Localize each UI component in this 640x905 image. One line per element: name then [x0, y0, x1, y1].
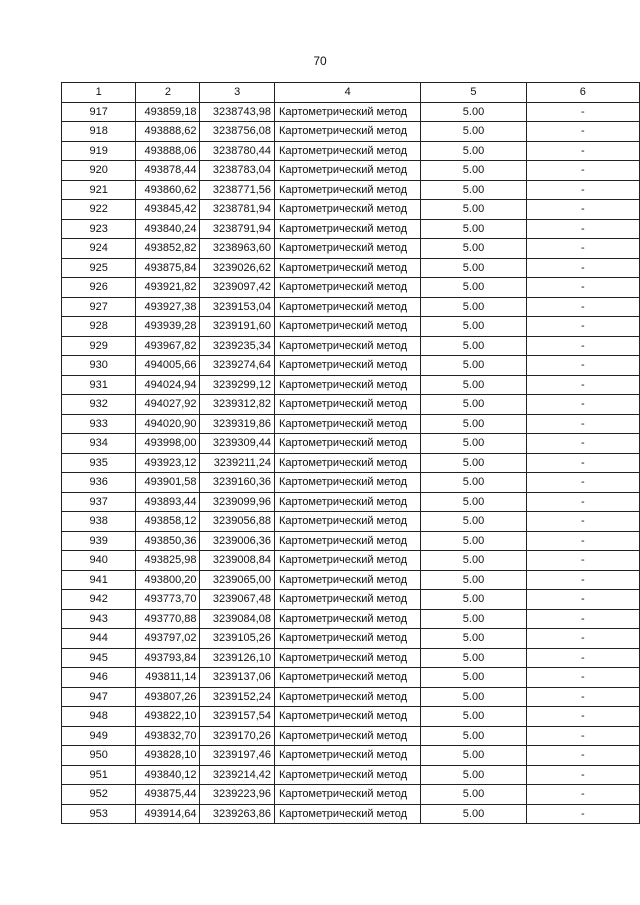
note-cell: - — [526, 356, 639, 376]
method-cell: Картометрический метод — [275, 161, 421, 181]
note-cell: - — [526, 453, 639, 473]
point-number-cell: 925 — [62, 258, 136, 278]
table-row — [62, 629, 640, 649]
note-cell: - — [526, 414, 639, 434]
table-row — [62, 804, 640, 824]
accuracy-cell: 5.00 — [421, 161, 526, 181]
point-number-cell: 927 — [62, 297, 136, 317]
method-cell: Картометрический метод — [275, 648, 421, 668]
accuracy-cell: 5.00 — [421, 726, 526, 746]
y-coordinate-cell: 3238780,44 — [200, 141, 275, 161]
accuracy-cell: 5.00 — [421, 512, 526, 532]
note-cell: - — [526, 180, 639, 200]
table-row — [62, 707, 640, 727]
accuracy-cell: 5.00 — [421, 609, 526, 629]
table-body — [62, 102, 640, 824]
note-cell: - — [526, 687, 639, 707]
header-cell-5: 5 — [421, 83, 526, 103]
accuracy-cell: 5.00 — [421, 687, 526, 707]
x-coordinate-cell: 493875,44 — [136, 785, 200, 805]
table-row — [62, 453, 640, 473]
method-cell: Картометрический метод — [275, 395, 421, 415]
accuracy-cell: 5.00 — [421, 473, 526, 493]
note-cell: - — [526, 570, 639, 590]
y-coordinate-cell: 3239152,24 — [200, 687, 275, 707]
table-row — [62, 297, 640, 317]
note-cell: - — [526, 590, 639, 610]
x-coordinate-cell: 493858,12 — [136, 512, 200, 532]
point-number-cell: 917 — [62, 102, 136, 122]
table-row — [62, 765, 640, 785]
accuracy-cell: 5.00 — [421, 746, 526, 766]
point-number-cell: 943 — [62, 609, 136, 629]
point-number-cell: 939 — [62, 531, 136, 551]
method-cell: Картометрический метод — [275, 102, 421, 122]
note-cell: - — [526, 707, 639, 727]
method-cell: Картометрический метод — [275, 180, 421, 200]
accuracy-cell: 5.00 — [421, 590, 526, 610]
x-coordinate-cell: 493888,06 — [136, 141, 200, 161]
note-cell: - — [526, 395, 639, 415]
note-cell: - — [526, 141, 639, 161]
point-number-cell: 921 — [62, 180, 136, 200]
accuracy-cell: 5.00 — [421, 453, 526, 473]
x-coordinate-cell: 493921,82 — [136, 278, 200, 298]
y-coordinate-cell: 3239274,64 — [200, 356, 275, 376]
coordinates-table — [61, 82, 640, 824]
x-coordinate-cell: 493770,88 — [136, 609, 200, 629]
method-cell: Картометрический метод — [275, 375, 421, 395]
method-cell: Картометрический метод — [275, 122, 421, 142]
accuracy-cell: 5.00 — [421, 414, 526, 434]
x-coordinate-cell: 493901,58 — [136, 473, 200, 493]
table-row — [62, 648, 640, 668]
y-coordinate-cell: 3239099,96 — [200, 492, 275, 512]
method-cell: Картометрический метод — [275, 531, 421, 551]
note-cell: - — [526, 161, 639, 181]
note-cell: - — [526, 648, 639, 668]
x-coordinate-cell: 493893,44 — [136, 492, 200, 512]
table-row — [62, 590, 640, 610]
accuracy-cell: 5.00 — [421, 200, 526, 220]
y-coordinate-cell: 3239319,86 — [200, 414, 275, 434]
point-number-cell: 931 — [62, 375, 136, 395]
method-cell: Картометрический метод — [275, 200, 421, 220]
x-coordinate-cell: 493888,62 — [136, 122, 200, 142]
method-cell: Картометрический метод — [275, 726, 421, 746]
table-row — [62, 570, 640, 590]
accuracy-cell: 5.00 — [421, 356, 526, 376]
accuracy-cell: 5.00 — [421, 102, 526, 122]
table-row — [62, 219, 640, 239]
note-cell: - — [526, 258, 639, 278]
point-number-cell: 932 — [62, 395, 136, 415]
point-number-cell: 929 — [62, 336, 136, 356]
x-coordinate-cell: 493939,28 — [136, 317, 200, 337]
accuracy-cell: 5.00 — [421, 297, 526, 317]
x-coordinate-cell: 493797,02 — [136, 629, 200, 649]
table-row — [62, 551, 640, 571]
table-row — [62, 356, 640, 376]
x-coordinate-cell: 493828,10 — [136, 746, 200, 766]
point-number-cell: 923 — [62, 219, 136, 239]
point-number-cell: 930 — [62, 356, 136, 376]
accuracy-cell: 5.00 — [421, 707, 526, 727]
method-cell: Картометрический метод — [275, 668, 421, 688]
x-coordinate-cell: 494020,90 — [136, 414, 200, 434]
method-cell: Картометрический метод — [275, 492, 421, 512]
note-cell: - — [526, 726, 639, 746]
header-row — [62, 83, 640, 103]
x-coordinate-cell: 493859,18 — [136, 102, 200, 122]
method-cell: Картометрический метод — [275, 512, 421, 532]
method-cell: Картометрический метод — [275, 473, 421, 493]
x-coordinate-cell: 493840,12 — [136, 765, 200, 785]
header-cell-2: 2 — [136, 83, 200, 103]
accuracy-cell: 5.00 — [421, 278, 526, 298]
y-coordinate-cell: 3239214,42 — [200, 765, 275, 785]
point-number-cell: 936 — [62, 473, 136, 493]
method-cell: Картометрический метод — [275, 258, 421, 278]
note-cell: - — [526, 804, 639, 824]
accuracy-cell: 5.00 — [421, 492, 526, 512]
point-number-cell: 942 — [62, 590, 136, 610]
table-row — [62, 395, 640, 415]
point-number-cell: 926 — [62, 278, 136, 298]
x-coordinate-cell: 493875,84 — [136, 258, 200, 278]
note-cell: - — [526, 219, 639, 239]
accuracy-cell: 5.00 — [421, 648, 526, 668]
point-number-cell: 918 — [62, 122, 136, 142]
accuracy-cell: 5.00 — [421, 531, 526, 551]
y-coordinate-cell: 3239026,62 — [200, 258, 275, 278]
note-cell: - — [526, 492, 639, 512]
accuracy-cell: 5.00 — [421, 395, 526, 415]
x-coordinate-cell: 493811,14 — [136, 668, 200, 688]
y-coordinate-cell: 3239223,96 — [200, 785, 275, 805]
point-number-cell: 934 — [62, 434, 136, 454]
table-row — [62, 258, 640, 278]
method-cell: Картометрический метод — [275, 219, 421, 239]
table-row — [62, 687, 640, 707]
note-cell: - — [526, 375, 639, 395]
point-number-cell: 947 — [62, 687, 136, 707]
point-number-cell: 940 — [62, 551, 136, 571]
page-number: 70 — [313, 54, 327, 68]
y-coordinate-cell: 3239105,26 — [200, 629, 275, 649]
y-coordinate-cell: 3239084,08 — [200, 609, 275, 629]
accuracy-cell: 5.00 — [421, 122, 526, 142]
note-cell: - — [526, 512, 639, 532]
method-cell: Картометрический метод — [275, 434, 421, 454]
note-cell: - — [526, 765, 639, 785]
x-coordinate-cell: 493845,42 — [136, 200, 200, 220]
point-number-cell: 937 — [62, 492, 136, 512]
y-coordinate-cell: 3239309,44 — [200, 434, 275, 454]
accuracy-cell: 5.00 — [421, 258, 526, 278]
accuracy-cell: 5.00 — [421, 765, 526, 785]
table-row — [62, 726, 640, 746]
accuracy-cell: 5.00 — [421, 629, 526, 649]
y-coordinate-cell: 3239299,12 — [200, 375, 275, 395]
note-cell: - — [526, 785, 639, 805]
table-row — [62, 200, 640, 220]
x-coordinate-cell: 493927,38 — [136, 297, 200, 317]
y-coordinate-cell: 3239263,86 — [200, 804, 275, 824]
x-coordinate-cell: 493923,12 — [136, 453, 200, 473]
x-coordinate-cell: 493832,70 — [136, 726, 200, 746]
accuracy-cell: 5.00 — [421, 375, 526, 395]
note-cell: - — [526, 668, 639, 688]
note-cell: - — [526, 746, 639, 766]
y-coordinate-cell: 3238963,60 — [200, 239, 275, 259]
header-cell-3: 3 — [200, 83, 275, 103]
point-number-cell: 935 — [62, 453, 136, 473]
y-coordinate-cell: 3238791,94 — [200, 219, 275, 239]
table-row — [62, 512, 640, 532]
accuracy-cell: 5.00 — [421, 141, 526, 161]
x-coordinate-cell: 493840,24 — [136, 219, 200, 239]
point-number-cell: 953 — [62, 804, 136, 824]
method-cell: Картометрический метод — [275, 453, 421, 473]
header-cell-1: 1 — [62, 83, 136, 103]
table-row — [62, 434, 640, 454]
accuracy-cell: 5.00 — [421, 336, 526, 356]
x-coordinate-cell: 493800,20 — [136, 570, 200, 590]
note-cell: - — [526, 473, 639, 493]
method-cell: Картометрический метод — [275, 317, 421, 337]
table-row — [62, 161, 640, 181]
table-header — [62, 83, 640, 103]
x-coordinate-cell: 493852,82 — [136, 239, 200, 259]
y-coordinate-cell: 3239157,54 — [200, 707, 275, 727]
point-number-cell: 945 — [62, 648, 136, 668]
accuracy-cell: 5.00 — [421, 180, 526, 200]
point-number-cell: 951 — [62, 765, 136, 785]
y-coordinate-cell: 3238756,08 — [200, 122, 275, 142]
y-coordinate-cell: 3239137,06 — [200, 668, 275, 688]
note-cell: - — [526, 239, 639, 259]
accuracy-cell: 5.00 — [421, 239, 526, 259]
point-number-cell: 922 — [62, 200, 136, 220]
method-cell: Картометрический метод — [275, 629, 421, 649]
method-cell: Картометрический метод — [275, 804, 421, 824]
y-coordinate-cell: 3239065,00 — [200, 570, 275, 590]
table-row — [62, 492, 640, 512]
method-cell: Картометрический метод — [275, 239, 421, 259]
table-row — [62, 180, 640, 200]
y-coordinate-cell: 3239153,04 — [200, 297, 275, 317]
y-coordinate-cell: 3239006,36 — [200, 531, 275, 551]
table-row — [62, 473, 640, 493]
point-number-cell: 924 — [62, 239, 136, 259]
point-number-cell: 920 — [62, 161, 136, 181]
x-coordinate-cell: 493967,82 — [136, 336, 200, 356]
y-coordinate-cell: 3238743,98 — [200, 102, 275, 122]
method-cell: Картометрический метод — [275, 356, 421, 376]
note-cell: - — [526, 609, 639, 629]
y-coordinate-cell: 3239191,60 — [200, 317, 275, 337]
note-cell: - — [526, 434, 639, 454]
note-cell: - — [526, 200, 639, 220]
note-cell: - — [526, 102, 639, 122]
point-number-cell: 944 — [62, 629, 136, 649]
method-cell: Картометрический метод — [275, 297, 421, 317]
accuracy-cell: 5.00 — [421, 668, 526, 688]
y-coordinate-cell: 3239312,82 — [200, 395, 275, 415]
x-coordinate-cell: 493914,64 — [136, 804, 200, 824]
note-cell: - — [526, 278, 639, 298]
accuracy-cell: 5.00 — [421, 317, 526, 337]
method-cell: Картометрический метод — [275, 687, 421, 707]
method-cell: Картометрический метод — [275, 765, 421, 785]
method-cell: Картометрический метод — [275, 590, 421, 610]
x-coordinate-cell: 493807,26 — [136, 687, 200, 707]
table-row — [62, 746, 640, 766]
header-cell-6: 6 — [526, 83, 639, 103]
y-coordinate-cell: 3239097,42 — [200, 278, 275, 298]
point-number-cell: 938 — [62, 512, 136, 532]
note-cell: - — [526, 336, 639, 356]
point-number-cell: 946 — [62, 668, 136, 688]
table-row — [62, 336, 640, 356]
method-cell: Картометрический метод — [275, 278, 421, 298]
point-number-cell: 952 — [62, 785, 136, 805]
x-coordinate-cell: 494005,66 — [136, 356, 200, 376]
note-cell: - — [526, 629, 639, 649]
x-coordinate-cell: 493878,44 — [136, 161, 200, 181]
table-row — [62, 239, 640, 259]
table-row — [62, 278, 640, 298]
table-row — [62, 317, 640, 337]
accuracy-cell: 5.00 — [421, 785, 526, 805]
point-number-cell: 949 — [62, 726, 136, 746]
x-coordinate-cell: 494024,94 — [136, 375, 200, 395]
method-cell: Картометрический метод — [275, 551, 421, 571]
point-number-cell: 933 — [62, 414, 136, 434]
x-coordinate-cell: 493998,00 — [136, 434, 200, 454]
table-row — [62, 102, 640, 122]
method-cell: Картометрический метод — [275, 336, 421, 356]
note-cell: - — [526, 531, 639, 551]
y-coordinate-cell: 3238781,94 — [200, 200, 275, 220]
x-coordinate-cell: 493860,62 — [136, 180, 200, 200]
accuracy-cell: 5.00 — [421, 551, 526, 571]
header-cell-4: 4 — [275, 83, 421, 103]
table-row — [62, 785, 640, 805]
accuracy-cell: 5.00 — [421, 434, 526, 454]
x-coordinate-cell: 493850,36 — [136, 531, 200, 551]
x-coordinate-cell: 494027,92 — [136, 395, 200, 415]
y-coordinate-cell: 3239197,46 — [200, 746, 275, 766]
y-coordinate-cell: 3239056,88 — [200, 512, 275, 532]
y-coordinate-cell: 3239067,48 — [200, 590, 275, 610]
table-row — [62, 531, 640, 551]
x-coordinate-cell: 493793,84 — [136, 648, 200, 668]
table-row — [62, 375, 640, 395]
note-cell: - — [526, 122, 639, 142]
accuracy-cell: 5.00 — [421, 219, 526, 239]
table-row — [62, 141, 640, 161]
x-coordinate-cell: 493822,10 — [136, 707, 200, 727]
y-coordinate-cell: 3239211,24 — [200, 453, 275, 473]
y-coordinate-cell: 3239170,26 — [200, 726, 275, 746]
method-cell: Картометрический метод — [275, 609, 421, 629]
method-cell: Картометрический метод — [275, 707, 421, 727]
method-cell: Картометрический метод — [275, 570, 421, 590]
x-coordinate-cell: 493825,98 — [136, 551, 200, 571]
table-row — [62, 122, 640, 142]
accuracy-cell: 5.00 — [421, 804, 526, 824]
point-number-cell: 941 — [62, 570, 136, 590]
table-row — [62, 668, 640, 688]
note-cell: - — [526, 317, 639, 337]
table-row — [62, 414, 640, 434]
method-cell: Картометрический метод — [275, 414, 421, 434]
note-cell: - — [526, 297, 639, 317]
point-number-cell: 928 — [62, 317, 136, 337]
method-cell: Картометрический метод — [275, 746, 421, 766]
point-number-cell: 919 — [62, 141, 136, 161]
method-cell: Картометрический метод — [275, 141, 421, 161]
y-coordinate-cell: 3239235,34 — [200, 336, 275, 356]
y-coordinate-cell: 3239160,36 — [200, 473, 275, 493]
y-coordinate-cell: 3238783,04 — [200, 161, 275, 181]
method-cell: Картометрический метод — [275, 785, 421, 805]
point-number-cell: 948 — [62, 707, 136, 727]
point-number-cell: 950 — [62, 746, 136, 766]
accuracy-cell: 5.00 — [421, 570, 526, 590]
y-coordinate-cell: 3238771,56 — [200, 180, 275, 200]
y-coordinate-cell: 3239126,10 — [200, 648, 275, 668]
y-coordinate-cell: 3239008,84 — [200, 551, 275, 571]
x-coordinate-cell: 493773,70 — [136, 590, 200, 610]
note-cell: - — [526, 551, 639, 571]
table-row — [62, 609, 640, 629]
